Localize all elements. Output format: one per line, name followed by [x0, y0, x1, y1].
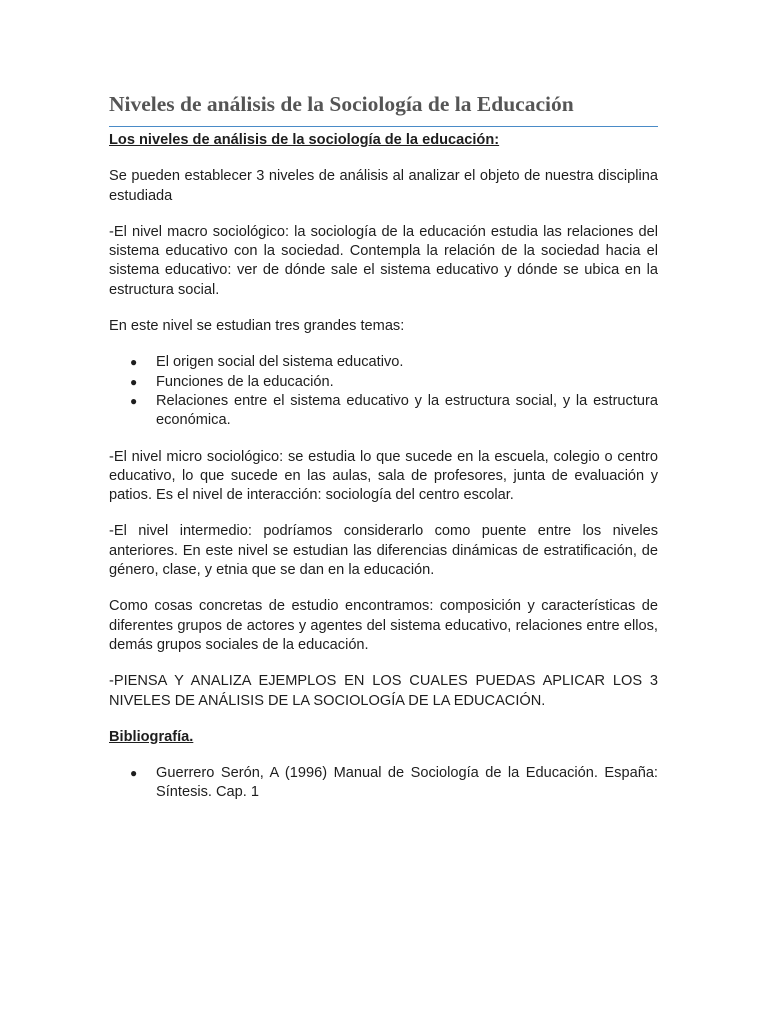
intro-paragraph: Se pueden establecer 3 niveles de análisis al analizar el objeto de nuestra disciplina estudiada	[109, 168, 658, 204]
themes-intro-paragraph: En este nivel se estudian tres grandes temas:	[109, 318, 405, 335]
bullet-icon: ●	[130, 355, 138, 370]
concrete-study-paragraph: Como cosas concretas de estudio encontramos: composición y características de diferentes grupos de actores y agentes del sistema educativo, relaciones entre ellos, demás grupos sociales de la educación.	[109, 598, 658, 653]
list-item-text: El origen social del sistema educativo.	[156, 354, 404, 371]
bullet-icon: ●	[130, 374, 138, 389]
macro-level-paragraph: -El nivel macro sociológico: la sociología de la educación estudia las relaciones del sistema educativo con la sociedad. Contempla la relación de la sociedad hacia el sistema educativo: ver de dónde sale el sistema educativo y dónde se ubica en la estructura social.	[109, 223, 658, 298]
list-item-text: Relaciones entre el sistema educativo y la estructura social, y la estructura económica.	[156, 392, 658, 429]
document-page	[109, 88, 658, 803]
micro-level-paragraph: -El nivel micro sociológico: se estudia lo que sucede en la escuela, colegio o centro educativo, lo que sucede en las aulas, sala de profesores, junta de evaluación y patios. Es el nivel de interacción: sociología del centro escolar.	[109, 448, 658, 504]
section-subheading: Los niveles de análisis de la sociología de la educación:	[109, 132, 500, 148]
document-title: Niveles de análisis de la Sociología de la Educación	[109, 88, 658, 127]
bullet-icon: ●	[130, 393, 138, 408]
list-item-text: Guerrero Serón, A (1996) Manual de Sociología de la Educación. España: Síntesis. Cap. 1	[156, 765, 658, 801]
bibliography-list	[109, 764, 658, 803]
list-item-text: Funciones de la educación.	[156, 373, 334, 390]
list-item	[109, 353, 658, 372]
themes-list	[109, 353, 658, 430]
bibliography-heading: Bibliografía.	[109, 728, 194, 745]
list-item	[109, 392, 658, 431]
exercise-paragraph: -PIENSA Y ANALIZA EJEMPLOS EN LOS CUALES PUEDAS APLICAR LOS 3 NIVELES DE ANÁLISIS DE LA SOCIOLOGÍA DE LA EDUCACIÓN.	[109, 673, 658, 709]
intermediate-level-paragraph: -El nivel intermedio: podríamos considerarlo como puente entre los niveles anteriores. En este nivel se estudian las diferencias dinámicas de estratificación, de género, clase, y etnia que se dan en la educación.	[109, 523, 658, 579]
list-item	[109, 764, 658, 803]
bullet-icon: ●	[130, 766, 138, 781]
list-item	[109, 373, 658, 392]
